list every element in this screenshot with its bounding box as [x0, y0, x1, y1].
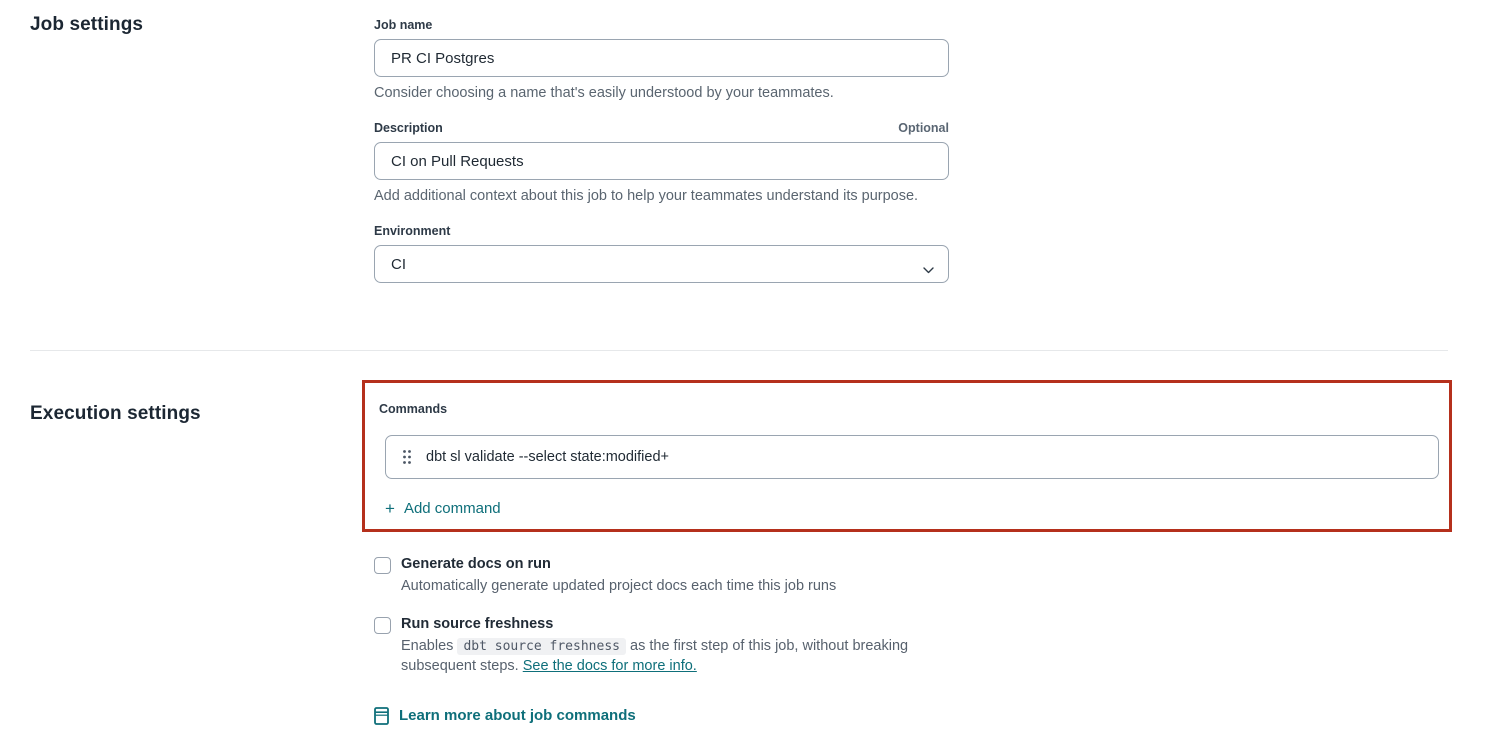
environment-selected-value: CI: [391, 255, 406, 273]
add-command-button[interactable]: [385, 500, 501, 517]
commands-highlight-panel: [362, 380, 1452, 532]
book-icon: [374, 707, 389, 725]
execution-settings-section: [0, 351, 1485, 730]
add-command-label: Add command: [403, 500, 501, 517]
run-source-freshness-body: [401, 616, 946, 677]
job-name-label-row: [374, 18, 949, 32]
description-label-row: [374, 121, 949, 135]
job-name-label: Job name: [374, 18, 433, 32]
job-settings-heading: Job settings: [30, 14, 144, 35]
freshness-desc-prefix: Enables: [401, 637, 458, 654]
execution-settings-content: [362, 380, 1452, 730]
environment-field-group: [374, 224, 949, 283]
generate-docs-block: [374, 556, 1452, 597]
generate-docs-label[interactable]: Generate docs on run: [401, 556, 551, 572]
environment-select[interactable]: [374, 245, 949, 283]
execution-settings-heading: Execution settings: [30, 403, 201, 424]
job-name-field-group: [374, 18, 949, 101]
description-input[interactable]: [374, 142, 949, 180]
run-source-freshness-block: [374, 616, 1452, 677]
execution-settings-title-col: [30, 380, 362, 425]
learn-more-label: Learn more about job commands: [399, 707, 636, 725]
freshness-desc-suffix: as the first step of this job, without breaking subsequent steps.: [401, 637, 909, 675]
description-optional-tag: Optional: [898, 121, 949, 135]
generate-docs-body: [401, 556, 836, 597]
chevron-down-icon: [923, 261, 934, 268]
drag-handle-icon[interactable]: [402, 449, 412, 465]
job-settings-section: [0, 0, 1485, 303]
job-name-helper: Consider choosing a name that's easily understood by your teammates.: [374, 85, 834, 101]
description-label: Description: [374, 121, 443, 135]
environment-label: Environment: [374, 224, 451, 238]
run-source-freshness-label[interactable]: Run source freshness: [401, 615, 554, 632]
environment-label-row: [374, 224, 949, 238]
description-helper: Add additional context about this job to help your teammates understand its purpose.: [374, 188, 919, 204]
see-docs-link[interactable]: See the docs for more info.: [522, 658, 697, 675]
description-field-group: [374, 121, 949, 204]
commands-label: Commands: [379, 402, 448, 416]
learn-more-link[interactable]: [374, 707, 636, 725]
command-row[interactable]: [385, 435, 1439, 479]
generate-docs-checkbox[interactable]: [374, 557, 391, 574]
plus-icon: +: [385, 499, 395, 518]
job-name-input[interactable]: [374, 39, 949, 77]
job-settings-title-col: [30, 14, 374, 36]
generate-docs-description: Automatically generate updated project docs each time this job runs: [401, 578, 837, 594]
command-text[interactable]: dbt sl validate --select state:modified+: [426, 449, 669, 465]
run-source-freshness-description: [401, 636, 946, 677]
freshness-code-chip: dbt source freshness: [457, 638, 626, 655]
job-settings-fields: [374, 14, 949, 303]
run-source-freshness-checkbox[interactable]: [374, 617, 391, 634]
